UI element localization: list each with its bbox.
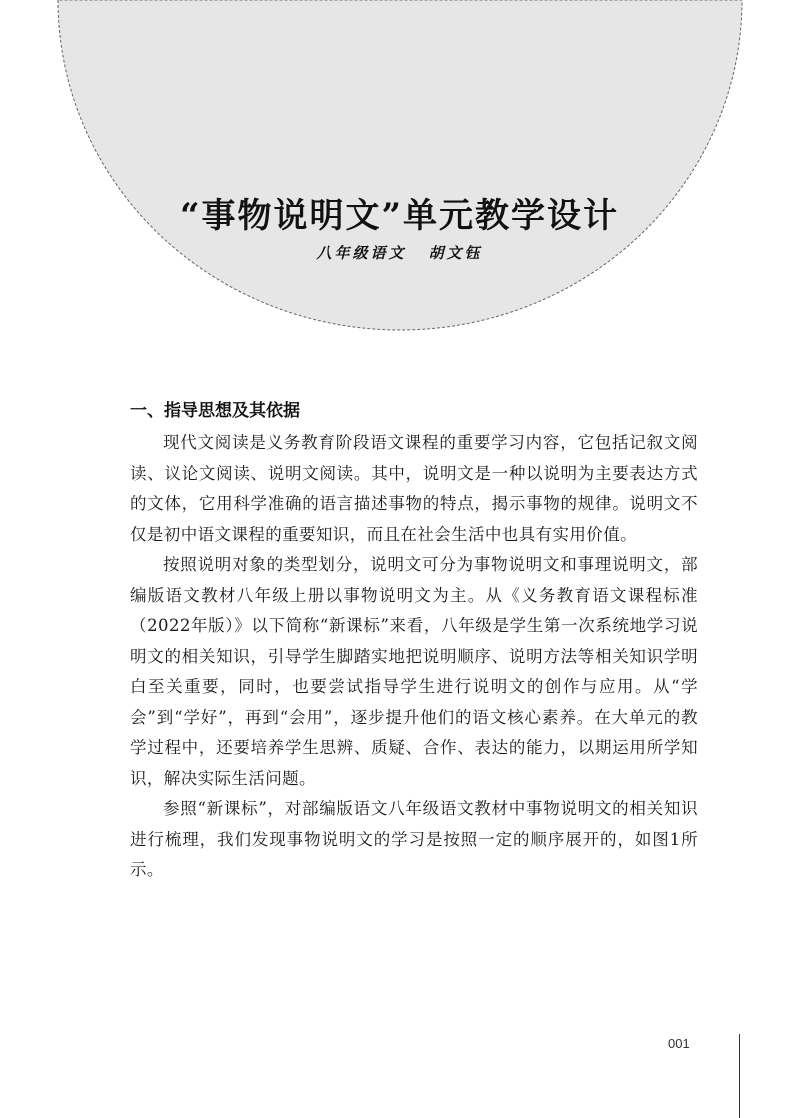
page-title: “事物说明文”单元教学设计 xyxy=(179,196,620,236)
byline xyxy=(0,242,799,263)
header-semicircle xyxy=(0,0,799,340)
grade-subject-label: 八年级语文 xyxy=(316,244,407,262)
paragraph-1: 现代文阅读是义务教育阶段语文课程的重要学习内容，它包括记叙文阅读、议论文阅读、说明文阅读。其中，说明文是一种以说明为主要表达方式的文体，它用科学准确的语言描述事物的特点，揭示事物的规律。说明文不仅是初中语文课程的重要知识，而且在社会生活中也具有实用价值。 xyxy=(130,433,698,544)
author-name: 胡文钰 xyxy=(428,244,483,262)
page-number: 001 xyxy=(668,1036,690,1051)
paragraph-3: 参照“新课标”，对部编版语文八年级语文教材中事物说明文的相关知识进行梳理，我们发现事物说明文的学习是按照一定的顺序展开的，如图1所示。 xyxy=(130,799,698,879)
section-heading: 一、指导思想及其依据 xyxy=(130,401,300,421)
paragraph-2: 按照说明对象的类型划分，说明文可分为事物说明文和事理说明文，部编版语文教材八年级上册以事物说明文为主。从《义务教育语文课程标准（2022年版）》以下简称“新课标”来看，八年级是学生第一次系统地学习说明文的相关知识，引导学生脚踏实地把说明顺序、说明方法等相关知识学明白至关重要，同时，也要尝试指导学生进行说明文的创作与应用。从“学会”到“学好”，再到“会用”，逐步提升他们的语文核心素养。在大单元的教学过程中，还要培养学生思辨、质疑、合作、表达的能力，以期运用所学知识，解决实际生活问题。 xyxy=(130,555,698,788)
body-text xyxy=(130,428,698,886)
page-number-rule xyxy=(739,1034,740,1118)
